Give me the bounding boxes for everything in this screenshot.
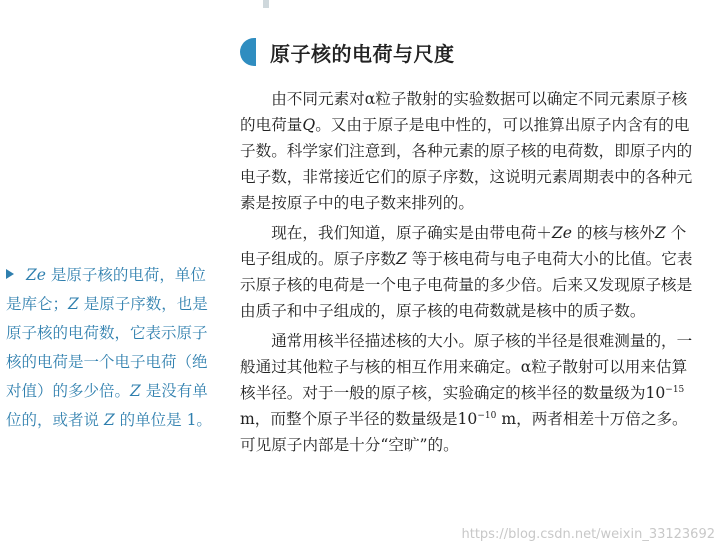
- paragraph-2: 现在，我们知道，原子确实是由带电荷＋Ze 的核与核外Z 个电子组成的。原子序数Z 等于核电荷与电子电荷大小的比值。它表示原子核的电荷是一个电子电荷量的多少倍。后来又发现原子核是由质子和中子组成的，原子核的电荷数就是核中的质子数。: [240, 224, 693, 320]
- exponent-atom: −10: [477, 411, 497, 421]
- paragraph-3: 通常用核半径描述核的大小。原子核的半径是很难测量的，一般通过其他粒子与核的相互作用来确定。α粒子散射可以用来估算核半径。对于一般的原子核，实验确定的核半径的数量级为$10^{-15}$ m，而整个原子半径的数量级是$10^{-10}$ m，两者相差十万倍之多。可见原子内部是十分“空旷”的。: [240, 332, 693, 454]
- heading-title: 原子核的电荷与尺度: [270, 41, 455, 66]
- triangle-marker-icon: [6, 269, 14, 279]
- section-heading: [240, 37, 455, 67]
- watermark: https://blog.csdn.net/weixin_33123692: [461, 527, 715, 542]
- heading-marker-icon: [240, 38, 256, 66]
- main-text: [240, 86, 698, 462]
- exponent-nucleus: −15: [665, 385, 685, 395]
- top-edge-artifact: [263, 0, 269, 8]
- side-note: Ze 是原子核的电荷，单位是库仑；Z 是原子序数，也是原子核的电荷数，它表示原子核的电荷是一个电子电荷（绝对值）的多少倍。Z 是没有单位的，或者说 Z 的单位是 1。: [6, 266, 212, 429]
- paragraph-1: 由不同元素对α粒子散射的实验数据可以确定不同元素原子核的电荷量Q。又由于原子是电中性的，可以推算出原子内含有的电子数。科学家们注意到，各种元素的原子核的电荷数，即原子内的电子数，非常接近它们的原子序数，这说明元素周期表中的各种元素是按原子中的电子数来排列的。: [240, 90, 693, 212]
